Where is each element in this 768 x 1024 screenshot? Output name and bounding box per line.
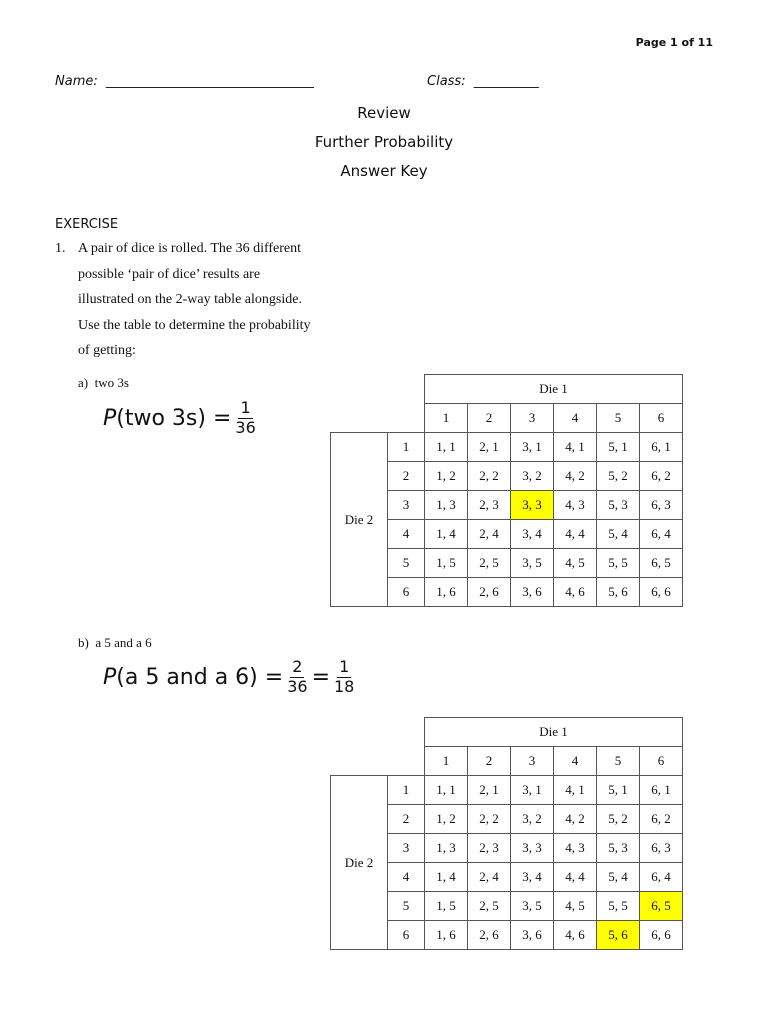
outcome-cell: 1, 5 (425, 549, 468, 578)
outcome-cell: 2, 2 (468, 805, 511, 834)
outcome-cell: 5, 2 (597, 805, 640, 834)
die2-value: 5 (388, 892, 425, 921)
die1-value: 4 (554, 747, 597, 776)
fraction (287, 659, 307, 696)
die1-value: 5 (597, 747, 640, 776)
outcome-cell: 6, 1 (640, 776, 683, 805)
class-line: __________ (473, 74, 539, 89)
outcome-cell: 1, 1 (425, 776, 468, 805)
outcome-cell: 2, 1 (468, 776, 511, 805)
part-a-answer (103, 400, 260, 437)
name-field (55, 74, 314, 89)
die2-value: 6 (388, 578, 425, 607)
outcome-cell: 5, 6 (597, 921, 640, 950)
outcome-cell: 4, 5 (554, 892, 597, 921)
die1-value: 4 (554, 404, 597, 433)
question-line: Use the table to determine the probability (78, 318, 311, 333)
outcome-cell: 2, 5 (468, 892, 511, 921)
title-answer-key: Answer Key (340, 162, 428, 180)
die2-value: 3 (388, 491, 425, 520)
die1-label: Die 1 (425, 718, 683, 747)
die1-label: Die 1 (425, 375, 683, 404)
outcome-cell: 4, 3 (554, 834, 597, 863)
outcome-cell: 2, 5 (468, 549, 511, 578)
die1-value: 3 (511, 747, 554, 776)
outcome-cell: 6, 3 (640, 834, 683, 863)
die1-value: 5 (597, 404, 640, 433)
denominator: 36 (287, 676, 308, 696)
die2-label: Die 2 (331, 776, 388, 950)
outcome-cell: 5, 6 (597, 578, 640, 607)
outcome-cell: 1, 5 (425, 892, 468, 921)
numerator: 1 (240, 398, 251, 417)
outcome-cell: 5, 2 (597, 462, 640, 491)
outcome-cell: 1, 3 (425, 491, 468, 520)
outcome-cell: 5, 1 (597, 776, 640, 805)
outcome-cell: 1, 6 (425, 578, 468, 607)
outcome-cell: 2, 6 (468, 578, 511, 607)
outcome-cell: 3, 4 (511, 863, 554, 892)
outcome-cell: 5, 4 (597, 863, 640, 892)
outcome-cell: 1, 6 (425, 921, 468, 950)
title-review: Review (357, 104, 411, 122)
die2-value: 6 (388, 921, 425, 950)
outcome-cell: 1, 2 (425, 805, 468, 834)
question-line: of getting: (78, 343, 136, 358)
die2-value: 1 (388, 776, 425, 805)
outcome-cell: 4, 2 (554, 462, 597, 491)
outcome-cell: 4, 1 (554, 776, 597, 805)
part-b-label: b) a 5 and a 6 (78, 635, 152, 650)
outcome-cell: 5, 5 (597, 892, 640, 921)
probability-symbol: P (103, 664, 117, 690)
outcome-cell: 4, 4 (554, 520, 597, 549)
outcome-cell: 5, 3 (597, 834, 640, 863)
formula-text: (a 5 and a 6) = (116, 664, 284, 690)
die1-value: 6 (640, 747, 683, 776)
die2-value: 1 (388, 433, 425, 462)
part-b-answer (103, 659, 358, 696)
outcome-cell: 6, 3 (640, 491, 683, 520)
fraction (235, 400, 255, 437)
die2-value: 5 (388, 549, 425, 578)
outcome-cell: 6, 6 (640, 921, 683, 950)
outcome-cell: 5, 4 (597, 520, 640, 549)
page-number: Page 1 of 11 (635, 36, 713, 49)
outcome-cell: 3, 1 (511, 776, 554, 805)
title-topic: Further Probability (314, 133, 454, 151)
outcome-cell: 3, 2 (511, 462, 554, 491)
denominator: 36 (235, 417, 256, 437)
outcome-cell: 6, 2 (640, 462, 683, 491)
outcome-cell: 2, 3 (468, 834, 511, 863)
question-number: 1. (55, 241, 66, 256)
outcome-cell: 3, 2 (511, 805, 554, 834)
outcome-cell: 2, 1 (468, 433, 511, 462)
numerator: 1 (339, 657, 350, 676)
dice-table-b (330, 717, 683, 950)
section-heading: EXERCISE (55, 217, 119, 232)
outcome-cell: 5, 3 (597, 491, 640, 520)
question-line: illustrated on the 2-way table alongside. (78, 292, 302, 307)
probability-symbol: P (103, 405, 117, 431)
denominator: 18 (334, 676, 355, 696)
outcome-cell: 3, 1 (511, 433, 554, 462)
die2-value: 3 (388, 834, 425, 863)
outcome-cell: 6, 4 (640, 520, 683, 549)
outcome-cell: 1, 2 (425, 462, 468, 491)
question-line: A pair of dice is rolled. The 36 different (78, 241, 302, 256)
outcome-cell: 6, 4 (640, 863, 683, 892)
die2-label: Die 2 (331, 433, 388, 607)
outcome-cell: 4, 2 (554, 805, 597, 834)
outcome-cell: 1, 3 (425, 834, 468, 863)
die1-value: 1 (425, 404, 468, 433)
outcome-cell: 3, 6 (511, 578, 554, 607)
die2-value: 4 (388, 520, 425, 549)
class-field (427, 74, 539, 89)
outcome-cell: 6, 6 (640, 578, 683, 607)
outcome-cell: 6, 5 (640, 892, 683, 921)
die2-value: 4 (388, 863, 425, 892)
outcome-cell: 3, 5 (511, 549, 554, 578)
outcome-cell: 1, 4 (425, 520, 468, 549)
outcome-cell: 2, 4 (468, 520, 511, 549)
outcome-cell: 4, 6 (554, 921, 597, 950)
class-label: Class: (427, 74, 466, 89)
die1-value: 2 (468, 404, 511, 433)
outcome-cell: 5, 1 (597, 433, 640, 462)
numerator: 2 (292, 657, 303, 676)
outcome-cell: 2, 2 (468, 462, 511, 491)
die1-value: 2 (468, 747, 511, 776)
die1-value: 3 (511, 404, 554, 433)
outcome-cell: 1, 1 (425, 433, 468, 462)
outcome-cell: 4, 1 (554, 433, 597, 462)
part-a-label: a) two 3s (78, 375, 129, 390)
outcome-cell: 1, 4 (425, 863, 468, 892)
outcome-cell: 4, 4 (554, 863, 597, 892)
formula-text: (two 3s) = (116, 405, 232, 431)
outcome-cell: 3, 4 (511, 520, 554, 549)
question-line: possible ‘pair of dice’ results are (78, 267, 261, 282)
die1-value: 6 (640, 404, 683, 433)
outcome-cell: 3, 6 (511, 921, 554, 950)
outcome-cell: 6, 2 (640, 805, 683, 834)
outcome-cell: 6, 5 (640, 549, 683, 578)
die1-value: 1 (425, 747, 468, 776)
name-label: Name: (55, 74, 98, 89)
outcome-cell: 4, 5 (554, 549, 597, 578)
outcome-cell: 2, 6 (468, 921, 511, 950)
name-line: ________________________________ (105, 74, 314, 89)
equals-sign: = (311, 664, 330, 690)
outcome-cell: 3, 3 (511, 834, 554, 863)
outcome-cell: 3, 5 (511, 892, 554, 921)
outcome-cell: 5, 5 (597, 549, 640, 578)
die2-value: 2 (388, 462, 425, 491)
outcome-cell: 2, 4 (468, 863, 511, 892)
fraction-simplified (334, 659, 354, 696)
outcome-cell: 4, 6 (554, 578, 597, 607)
outcome-cell: 2, 3 (468, 491, 511, 520)
outcome-cell: 6, 1 (640, 433, 683, 462)
die2-value: 2 (388, 805, 425, 834)
dice-table-a (330, 374, 683, 607)
outcome-cell: 3, 3 (511, 491, 554, 520)
outcome-cell: 4, 3 (554, 491, 597, 520)
